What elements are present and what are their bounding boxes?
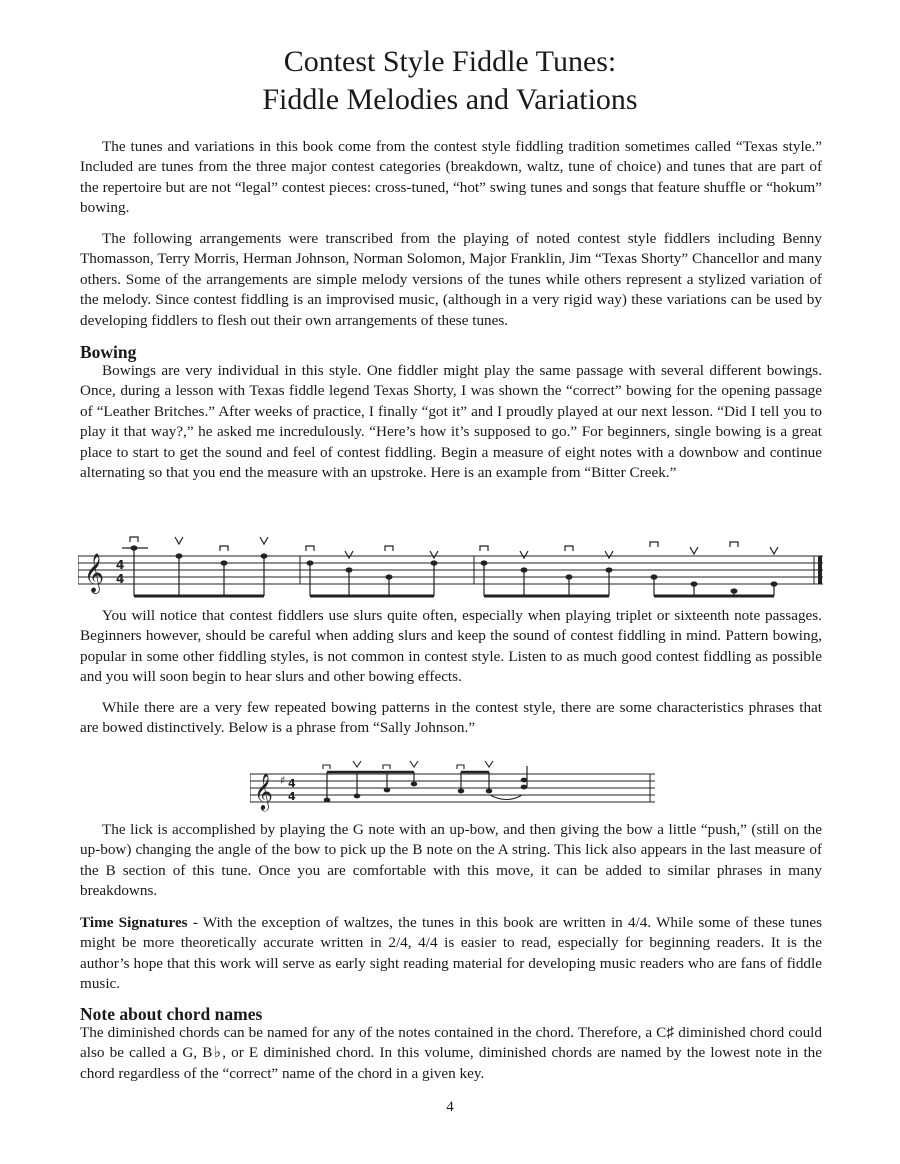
- bowing-paragraph-3: While there are a very few repeated bowing patterns in the contest style, there are some characteristics phrases that are bowed distinctively. Below is a phrase from “Sally Johnson.”: [80, 699, 822, 737]
- page-title-line2: Fiddle Melodies and Variations: [262, 83, 638, 116]
- bowing-paragraph-1: Bowings are very individual in this style. One fiddler might play the same passage with several different bowings. Once, during a lesson with Texas fiddle legend Texas Shorty, I was shown the “correct” bowing for the opening passage of “Leather Britches.” After weeks of practice, I finally “got it” and I proudly played at our next lesson. “Did I tell you to play it that way?,” he asked me incredulously. “Here’s how it’s supposed to go.” For beginners, single bowing is a great place to start to get the sound and feel of contest fiddling. Begin a measure of eight notes with a downbow and continue alternating so that you end the measure with an upstroke. Here is an example from “Bitter Creek.”: [80, 362, 822, 482]
- treble-clef-icon: 𝄞: [254, 772, 273, 810]
- page-title-line1: Contest Style Fiddle Tunes:: [283, 45, 617, 78]
- music-example-bitter-creek: [78, 534, 823, 604]
- page-number: 4: [446, 1099, 454, 1115]
- music-example-sally-johnson: [250, 760, 655, 812]
- chord-names-paragraph: The diminished chords can be named for any of the notes contained in the chord. Therefore, a C♯ diminished chord could also be called a G, B♭, or E diminished chord. In this volume, diminished chords are named by the lowest note in the chord regardless of the “correct” name of the chord in a given key.: [80, 1024, 822, 1082]
- bowing-paragraph-4: The lick is accomplished by playing the G note with an up-bow, and then giving the bow a little “push,” (still on the up-bow) changing the angle of the bow to pick up the B note on the A string. This lick also appears in the last measure of the B section of this tune. Once you are comfortable with this move, it can be added to similar phrases in many breakdowns.: [80, 821, 822, 900]
- time-signatures-text: - With the exception of waltzes, the tunes in this book are written in 4/4. While some of these tunes might be more theoretically accurate written in 2/4, 4/4 is easier to read, especially for beginning readers. It is the author’s hope that this work will serve as early sight reading material for developing music readers who are fans of fiddle music.: [80, 914, 823, 993]
- bowing-heading: Bowing: [80, 342, 137, 362]
- treble-clef-icon: 𝄞: [84, 553, 105, 593]
- sharp-icon: ♯: [280, 774, 286, 787]
- intro-paragraph-2: The following arrangements were transcribed from the playing of noted contest style fiddlers including Benny Thomasson, Terry Morris, Herman Johnson, Norman Solomon, Major Franklin, Jim “Texas Shorty” Chancellor and many others. Some of the arrangements are simple melody versions of the tunes while others represent a stylized variation of the melody. Since contest fiddling is an improvised music, (although in a very rigid way) these variations can be used by developing fiddlers to flesh out their own arrangements of these tunes.: [80, 230, 822, 329]
- time-signature-bottom: 4: [288, 790, 296, 803]
- time-signatures-label: Time Signatures: [80, 914, 188, 931]
- bowing-paragraph-2: You will notice that contest fiddlers use slurs quite often, especially when playing triplet or sixteenth note passages. Beginners however, should be careful when adding slurs and keep the sound of contest fiddling in mind. Pattern bowing, popular in some other fiddling styles, is not common in contest style. Listen to as much good contest fiddling as possible and you will soon begin to hear slurs and other bowing effects.: [80, 607, 822, 686]
- time-signature-bottom: 4: [116, 572, 125, 586]
- time-signatures-paragraph: [80, 913, 822, 995]
- intro-paragraph-1: The tunes and variations in this book come from the contest style fiddling tradition sometimes called “Texas style.” Included are tunes from the three major contest categories (breakdown, waltz, tune of choice) and tunes that are part of the repertoire but are not “legal” contest pieces: cross-tuned, “hot” swing tunes and songs that feature shuffle or “hokum” bowing.: [80, 138, 822, 217]
- time-signature-top: 4: [116, 558, 125, 572]
- time-signature-top: 4: [288, 777, 296, 790]
- bow-marks: [130, 537, 778, 558]
- chord-names-heading: Note about chord names: [80, 1004, 263, 1024]
